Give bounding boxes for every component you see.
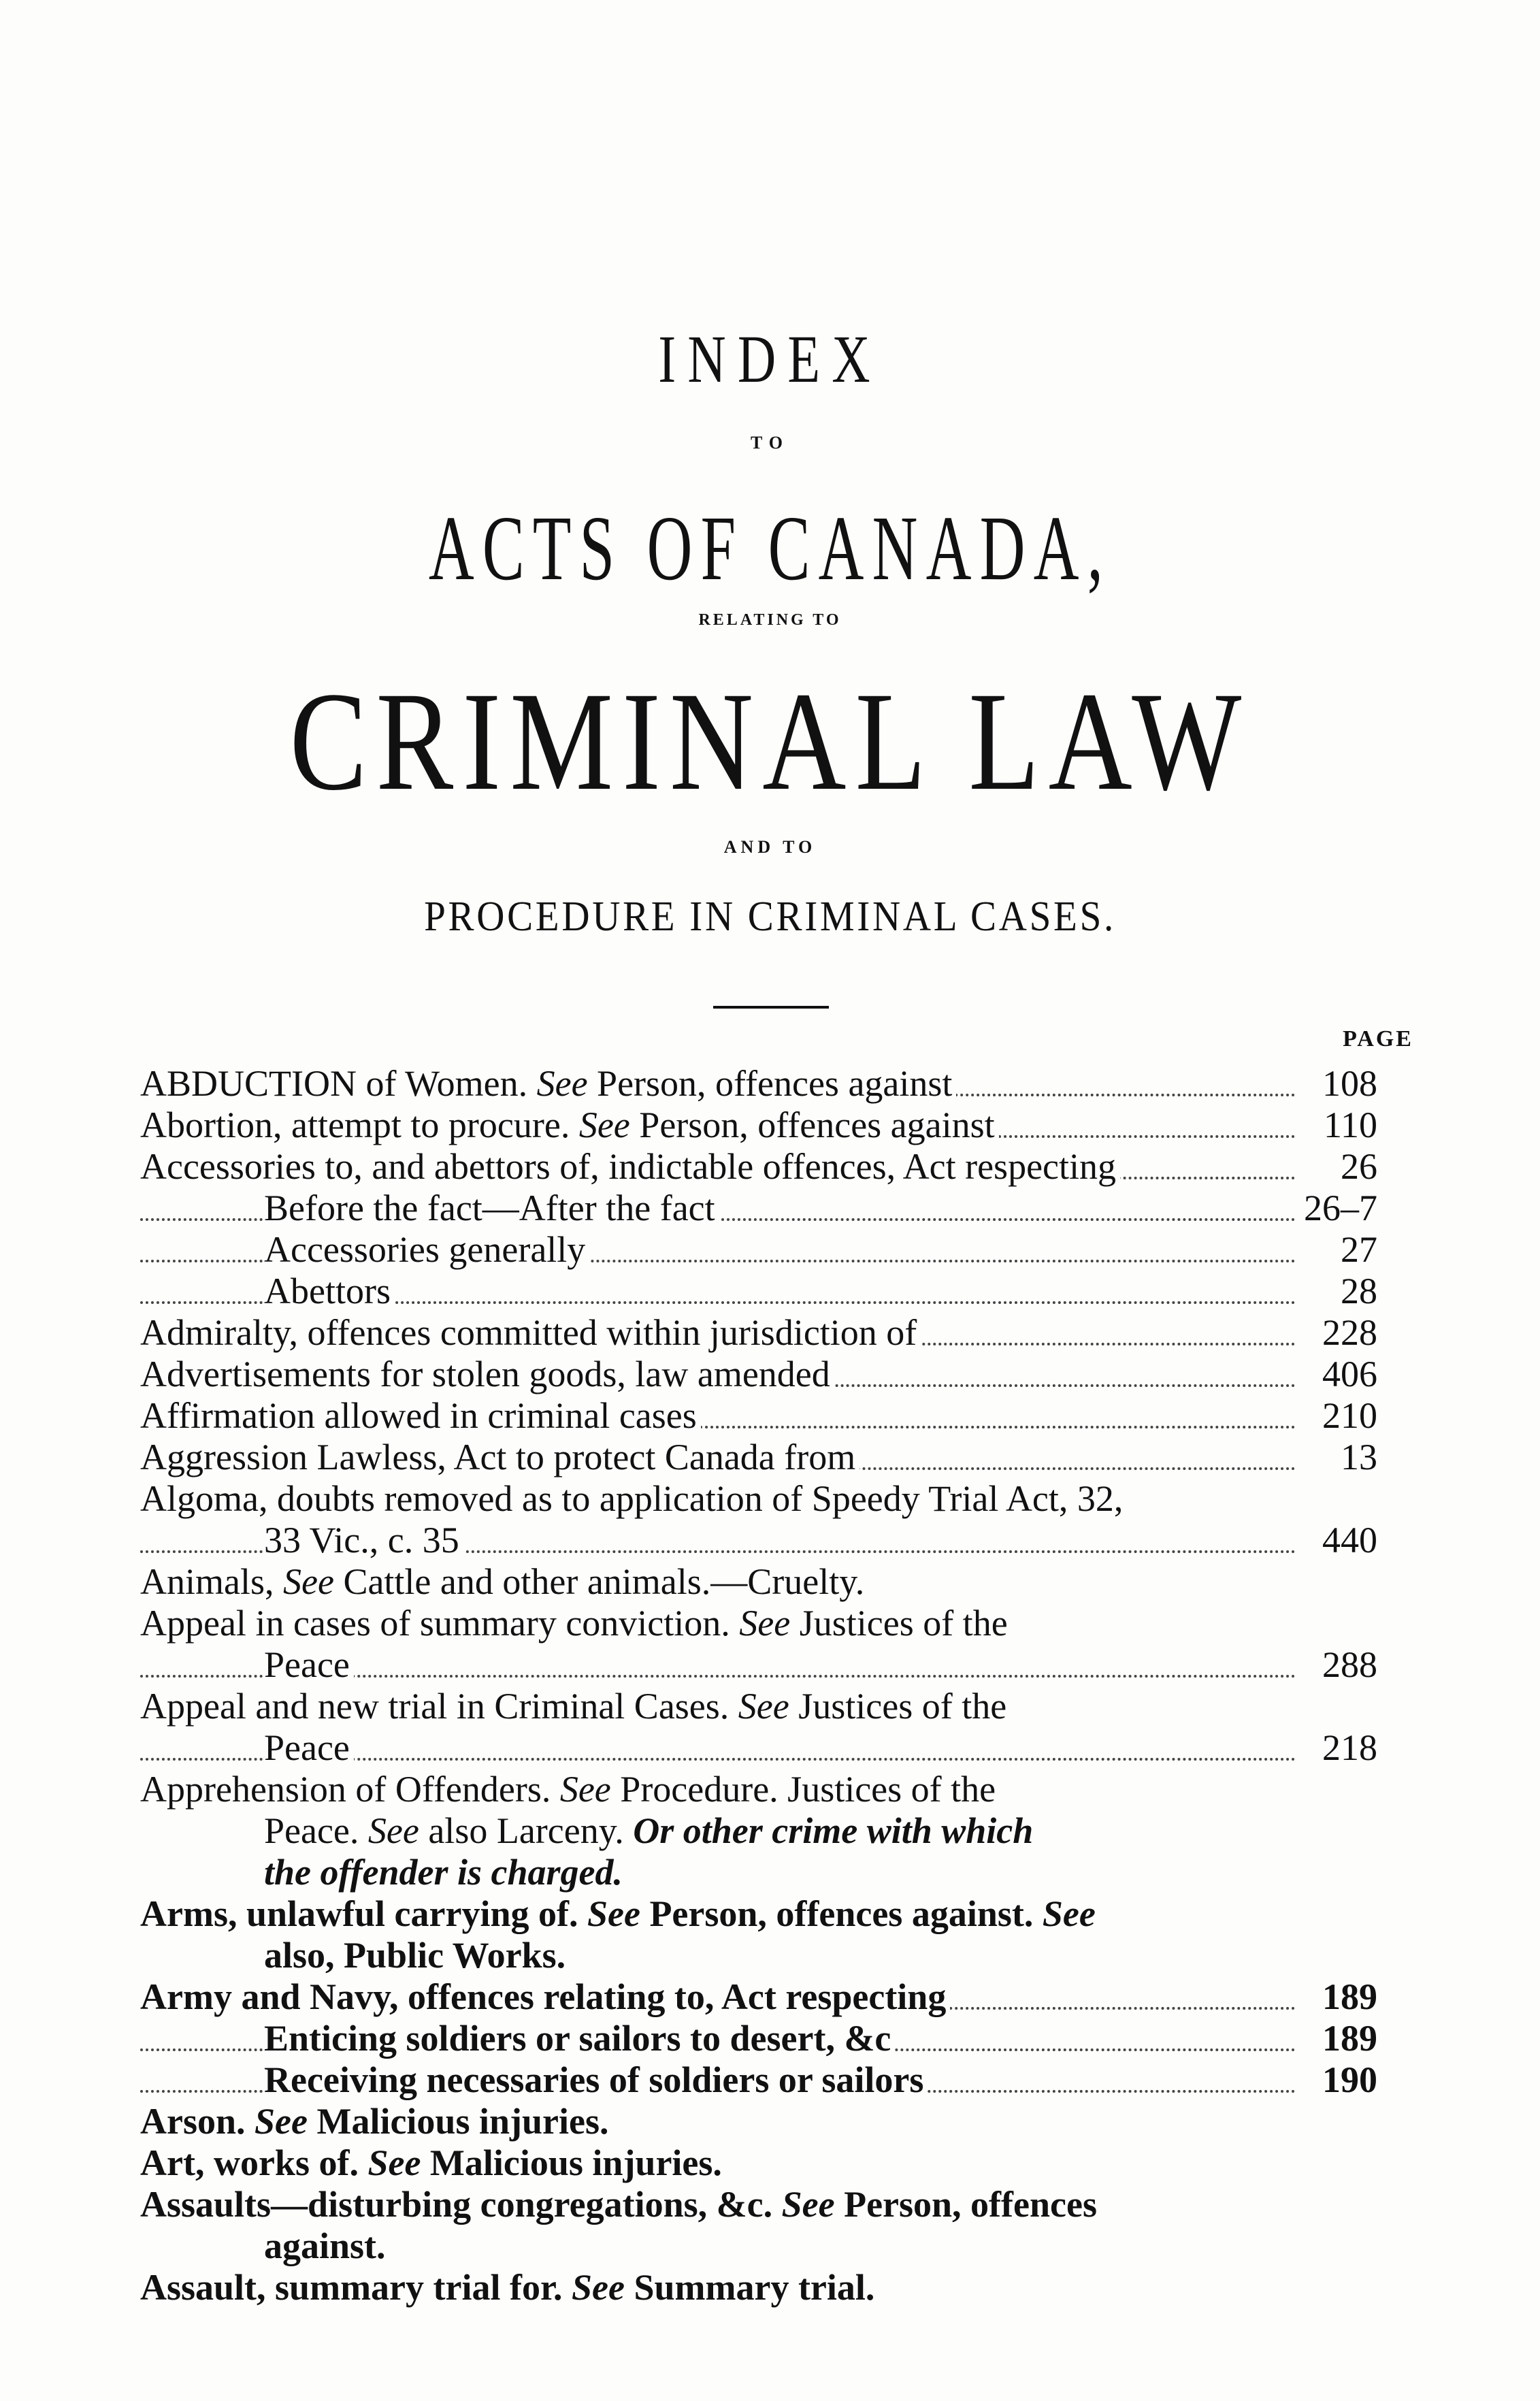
index-entry-continuation: 33 Vic., c. 35 440 bbox=[140, 1520, 1377, 1561]
index-subentry: Receiving necessaries of soldiers or sailors 190 bbox=[140, 2059, 1377, 2101]
index-subentry: Before the fact—After the fact 26–7 bbox=[140, 1188, 1377, 1229]
index-entry: Accessories to, and abettors of, indictable offences, Act respecting 26 bbox=[140, 1146, 1377, 1187]
page-number: 110 bbox=[1296, 1105, 1377, 1146]
page-number: 13 bbox=[1296, 1437, 1377, 1478]
title-relating-to: RELATING TO bbox=[698, 611, 842, 629]
index-entry: Appeal and new trial in Criminal Cases. See Justices of the bbox=[140, 1686, 1377, 1727]
page-number: 406 bbox=[1296, 1354, 1377, 1395]
index-entry-continuation: Peace 218 bbox=[140, 1727, 1377, 1769]
index-entry: Army and Navy, offences relating to, Act respecting 189 bbox=[140, 1976, 1377, 2017]
page-number: 28 bbox=[1296, 1271, 1377, 1312]
index-subentry: Accessories generally 27 bbox=[140, 1229, 1377, 1271]
index-entry: Apprehension of Offenders. See Procedure. Justices of the bbox=[140, 1769, 1377, 1810]
index-entry: Algoma, doubts removed as to application of Speedy Trial Act, 32, bbox=[140, 1478, 1377, 1520]
index-entry: Admiralty, offences committed within jurisdiction of 228 bbox=[140, 1312, 1377, 1353]
index-entry: Animals, See Cattle and other animals.—Cruelty. bbox=[140, 1561, 1377, 1603]
page-number: 210 bbox=[1296, 1395, 1377, 1437]
index-entry-continuation: against. bbox=[140, 2225, 1377, 2267]
page-number: 440 bbox=[1296, 1520, 1377, 1561]
page-number: 26 bbox=[1296, 1146, 1377, 1188]
divider-rule bbox=[713, 1006, 829, 1009]
page-column-header: PAGE bbox=[1343, 1026, 1413, 1051]
index-entry: Advertisements for stolen goods, law amended 406 bbox=[140, 1354, 1377, 1394]
index-entry: Assault, summary trial for. See Summary trial. bbox=[140, 2267, 1377, 2308]
page-number: 228 bbox=[1296, 1312, 1377, 1354]
index-entries bbox=[140, 1063, 1377, 2308]
index-entry: Aggression Lawless, Act to protect Canada from 13 bbox=[140, 1437, 1377, 1477]
title-procedure: PROCEDURE IN CRIMINAL CASES. bbox=[424, 894, 1116, 940]
index-entry: ABDUCTION of Women. See Person, offences against 108 bbox=[140, 1063, 1377, 1104]
title-index: INDEX bbox=[658, 321, 882, 397]
page-number: 27 bbox=[1296, 1229, 1377, 1271]
index-entry: Appeal in cases of summary conviction. See Justices of the bbox=[140, 1603, 1377, 1644]
title-acts-of-canada: ACTS OF CANADA, bbox=[428, 497, 1112, 600]
page-number: 108 bbox=[1296, 1063, 1377, 1105]
index-entry: Arson. See Malicious injuries. bbox=[140, 2101, 1377, 2142]
index-entry-continuation: Peace. See also Larceny. Or other crime with which bbox=[140, 1810, 1377, 1852]
page-number: 189 bbox=[1296, 1976, 1377, 2018]
index-entry-continuation: the offender is charged. bbox=[140, 1852, 1377, 1893]
title-criminal-law: CRIMINAL LAW bbox=[289, 663, 1251, 819]
page-number: 26–7 bbox=[1296, 1188, 1377, 1229]
index-entry: Art, works of. See Malicious injuries. bbox=[140, 2142, 1377, 2184]
index-subentry: Abettors 28 bbox=[140, 1271, 1377, 1312]
index-entry: Affirmation allowed in criminal cases 210 bbox=[140, 1395, 1377, 1436]
page-number: 190 bbox=[1296, 2059, 1377, 2101]
page-number: 218 bbox=[1296, 1727, 1377, 1769]
index-subentry: Enticing soldiers or sailors to desert, &c 189 bbox=[140, 2018, 1377, 2059]
index-entry-continuation: also, Public Works. bbox=[140, 1935, 1377, 1976]
title-to: TO bbox=[750, 433, 790, 453]
index-entry-continuation: Peace 288 bbox=[140, 1644, 1377, 1686]
page-number: 189 bbox=[1296, 2018, 1377, 2059]
index-entry: Assaults—disturbing congregations, &c. See Person, offences bbox=[140, 2184, 1377, 2225]
page-number: 288 bbox=[1296, 1644, 1377, 1686]
index-entry: Abortion, attempt to procure. See Person, offences against 110 bbox=[140, 1105, 1377, 1145]
title-and-to: AND TO bbox=[723, 837, 817, 857]
index-entry: Arms, unlawful carrying of. See Person, offences against. See bbox=[140, 1893, 1377, 1935]
